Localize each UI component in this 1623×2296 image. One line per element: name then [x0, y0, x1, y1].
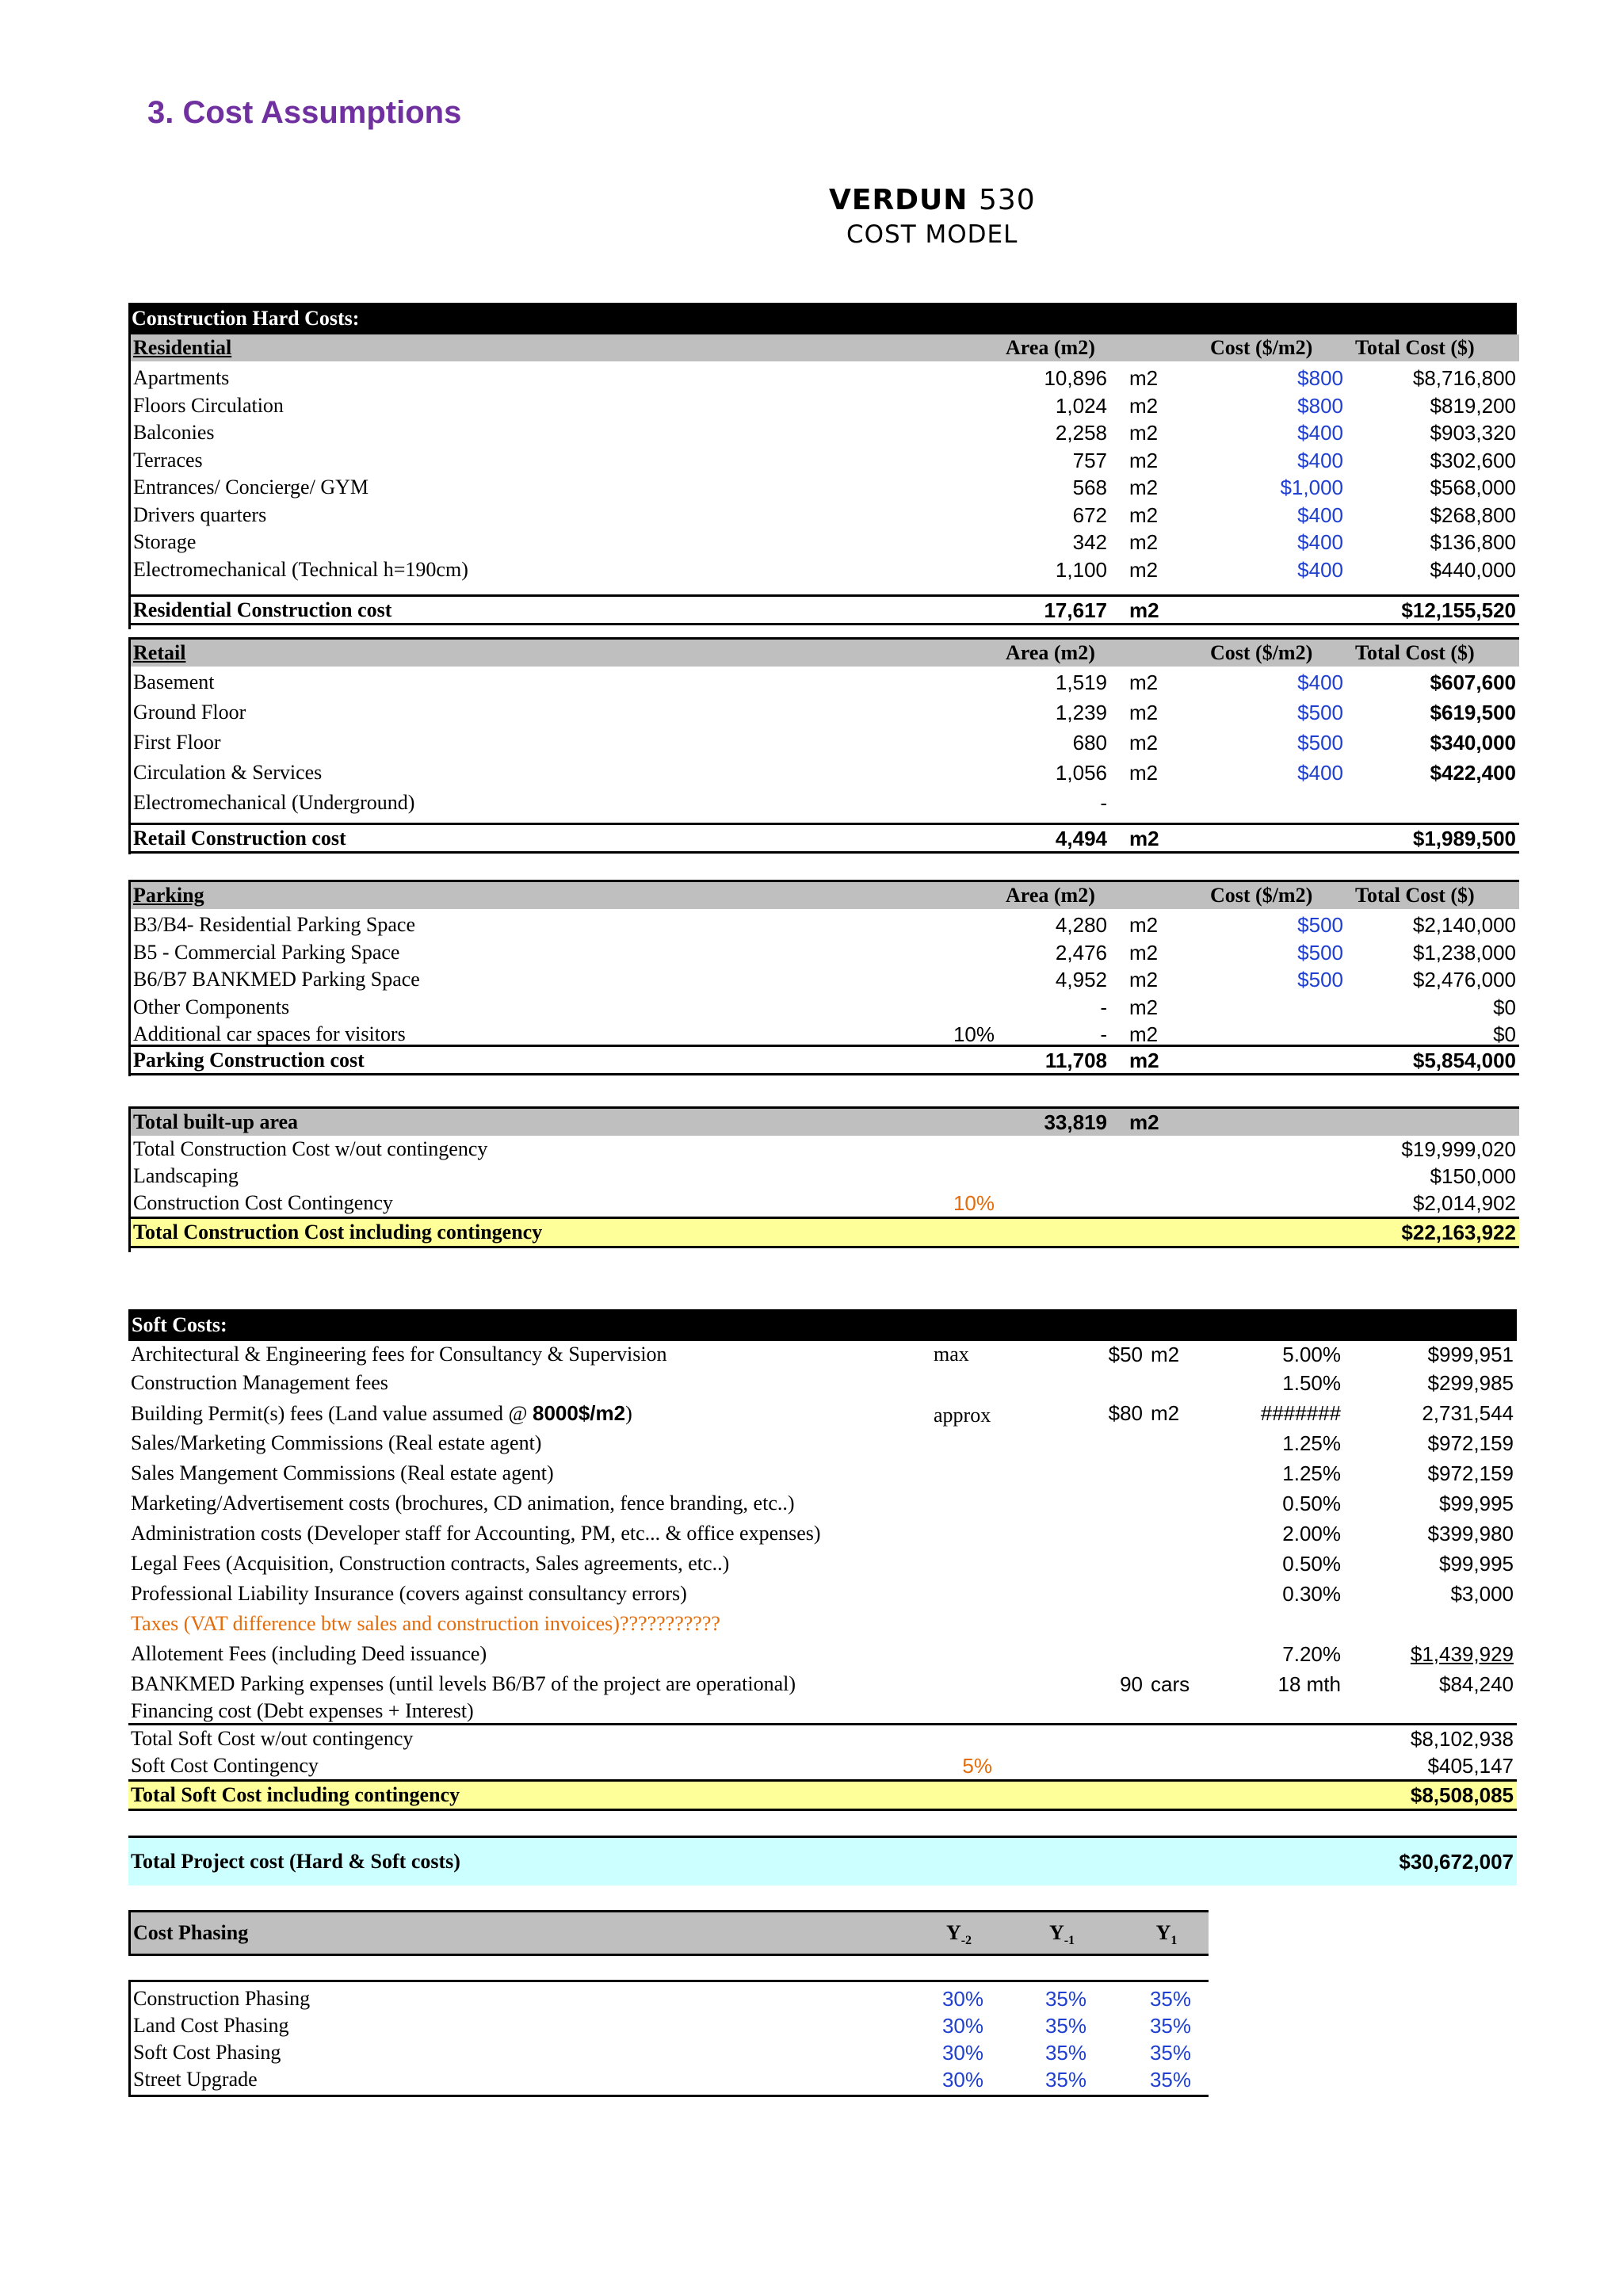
parking-cost: $500: [1297, 968, 1343, 991]
residential-area: 757: [1072, 448, 1107, 472]
soft-cost-label: Professional Liability Insurance (covers against consultancy errors): [131, 1582, 687, 1605]
residential-total-row: Residential Construction cost 17,617 m2 $12,155,520: [131, 594, 1519, 624]
soft-cost-pct: 1.25%: [1282, 1461, 1341, 1485]
residential-label: Storage: [133, 530, 197, 553]
retail-header-row: Retail Area (m2) Cost ($/m2) Total Cost ($): [131, 640, 1519, 667]
soft-cost-label: Administration costs (Developer staff for Accounting, PM, etc... & office expenses): [131, 1522, 821, 1545]
soft-cost-label: Legal Fees (Acquisition, Construction contracts, Sales agreements, etc..): [131, 1552, 730, 1575]
soft-cost-row: [128, 1610, 1517, 1637]
phasing-value: 35%: [1149, 1987, 1191, 2011]
phasing-label: Construction Phasing: [133, 1987, 311, 2010]
retail-unit: m2: [1129, 670, 1159, 694]
retail-table: [128, 637, 1519, 854]
soft-cost-pct: 1.50%: [1282, 1371, 1341, 1395]
retail-row: [131, 759, 1519, 786]
parking-pct: [923, 939, 995, 966]
retail-row: [131, 729, 1519, 756]
residential-unit: m2: [1129, 448, 1159, 472]
phasing-value: 30%: [941, 2014, 983, 2038]
soft-cost-value: [1317, 1698, 1514, 1725]
residential-unit: m2: [1129, 502, 1159, 527]
residential-area: 1,100: [1055, 557, 1107, 582]
residential-total: $302,600: [1430, 448, 1516, 472]
residential-cost: $400: [1297, 421, 1343, 445]
model-number: 530: [978, 184, 1036, 216]
soft-cost-unit: m2: [1151, 1401, 1180, 1425]
soft-cost-row: [128, 1460, 1517, 1487]
parking-label: B6/B7 BANKMED Parking Space: [133, 968, 420, 991]
phasing-year-header: $Y_1$: [1155, 1921, 1178, 1948]
residential-row: [131, 502, 1519, 529]
phasing-value: 35%: [1044, 2041, 1086, 2065]
soft-cost-value: $972,159: [1427, 1461, 1514, 1485]
soft-total-row: Total Soft Cost including contingency $8,508,085: [128, 1779, 1517, 1811]
residential-area: 672: [1072, 502, 1107, 527]
residential-area: 1,024: [1055, 393, 1107, 418]
retail-cost: $400: [1297, 761, 1343, 785]
residential-area: 342: [1072, 530, 1107, 554]
soft-cost-rate: $50: [1108, 1343, 1143, 1366]
soft-cost-note: approx: [934, 1404, 991, 1427]
soft-cost-rate: [1064, 1520, 1143, 1547]
residential-label: Floors Circulation: [133, 393, 284, 417]
construction-total-row: Total Construction Cost including contingency $22,163,922: [131, 1217, 1519, 1248]
phasing-table: [128, 1980, 1209, 2097]
residential-total: $268,800: [1430, 502, 1516, 527]
phasing-value: 30%: [941, 1987, 983, 2011]
soft-cost-label: Allotement Fees (including Deed issuance): [131, 1642, 487, 1665]
parking-area: -: [1100, 995, 1107, 1019]
parking-cost: $500: [1297, 913, 1343, 937]
parking-row: [131, 1021, 1519, 1048]
residential-area: 2,258: [1055, 421, 1107, 445]
residential-row: [131, 529, 1519, 556]
soft-cost-unit: cars: [1151, 1672, 1190, 1696]
soft-cost-label: Financing cost (Debt expenses + Interest): [131, 1699, 474, 1722]
parking-total: $2,476,000: [1412, 968, 1516, 991]
soft-cost-label: Taxes (VAT difference btw sales and construction invoices)???????????: [131, 1612, 720, 1635]
retail-total: [1319, 789, 1516, 816]
parking-label: Additional car spaces for visitors: [133, 1022, 406, 1045]
parking-total: $2,140,000: [1412, 913, 1516, 937]
soft-cost-unit: m2: [1151, 1343, 1180, 1366]
retail-label: Circulation & Services: [133, 761, 323, 784]
col-total: Total Cost ($): [1355, 336, 1475, 359]
retail-total: $619,500: [1430, 701, 1516, 724]
residential-cost: $400: [1297, 530, 1343, 554]
residential-cost: $400: [1297, 557, 1343, 582]
residential-table: [128, 334, 1519, 629]
model-name: VERDUN: [829, 184, 968, 216]
soft-cost-label: Sales Mangement Commissions (Real estate agent): [131, 1461, 554, 1484]
residential-total: $136,800: [1430, 530, 1516, 554]
soft-cost-value: [1317, 1610, 1514, 1637]
model-subtitle: COST MODEL: [846, 220, 1018, 249]
residential-cost: $400: [1297, 502, 1343, 527]
residential-total: $903,320: [1430, 421, 1516, 445]
parking-unit: m2: [1129, 913, 1159, 937]
soft-cost-rate: [1064, 1698, 1143, 1725]
retail-title: Retail: [133, 641, 186, 664]
parking-unit: m2: [1129, 968, 1159, 991]
parking-label: Other Components: [133, 995, 290, 1018]
soft-cost-row: [128, 1370, 1517, 1396]
parking-row: [131, 911, 1519, 938]
model-title: [829, 184, 1036, 216]
residential-unit: m2: [1129, 530, 1159, 554]
section-heading: 3. Cost Assumptions: [147, 95, 462, 130]
hard-costs-header: Construction Hard Costs:: [128, 303, 1517, 334]
soft-cost-rate: [1064, 1490, 1143, 1517]
phasing-value: 30%: [941, 2068, 983, 2092]
phasing-value: 35%: [1044, 2068, 1086, 2092]
soft-cost-row: [128, 1698, 1517, 1725]
soft-cost-rate: [1064, 1580, 1143, 1607]
parking-total: $0: [1493, 1022, 1516, 1046]
soft-cost-rate: [1064, 1550, 1143, 1577]
soft-cost-row: [128, 1520, 1517, 1547]
retail-cost: $500: [1297, 731, 1343, 755]
phasing-value: 35%: [1149, 2041, 1191, 2065]
retail-total-row: Retail Construction cost 4,494 m2 $1,989,500: [131, 823, 1519, 852]
residential-total: $440,000: [1430, 557, 1516, 582]
soft-cost-rate: [1064, 1610, 1143, 1637]
residential-total: $8,716,800: [1412, 366, 1516, 390]
retail-unit: m2: [1129, 731, 1159, 755]
parking-pct: [923, 966, 995, 993]
parking-label: B3/B4- Residential Parking Space: [133, 913, 416, 936]
soft-cost-value: $1,439,929: [1410, 1642, 1514, 1666]
phasing-label: Land Cost Phasing: [133, 2014, 289, 2037]
parking-area: 4,952: [1055, 968, 1107, 991]
residential-label: Balconies: [133, 421, 215, 444]
builtup-row: Total built-up area 33,819 m2: [131, 1106, 1519, 1136]
soft-cost-label: BANKMED Parking expenses (until levels B6/B7 of the project are operational): [131, 1672, 796, 1695]
phasing-value: 35%: [1149, 2068, 1191, 2092]
parking-total: $0: [1493, 995, 1516, 1019]
construction-contingency-row: Construction Cost Contingency 10% $2,014,902: [133, 1191, 1516, 1215]
soft-cost-label: Sales/Marketing Commissions (Real estate agent): [131, 1431, 542, 1454]
soft-cost-label: Marketing/Advertisement costs (brochures, CD animation, fence branding, etc..): [131, 1492, 795, 1515]
phasing-header-row: Cost Phasing $Y_{-2}$ $Y_{-1}$ $Y_1$: [128, 1910, 1209, 1956]
retail-label: Ground Floor: [133, 701, 246, 724]
residential-row: [131, 447, 1519, 474]
residential-title: Residential: [133, 336, 232, 359]
soft-cost-pct: 2.00%: [1282, 1522, 1341, 1545]
soft-cost-row: [128, 1641, 1517, 1668]
soft-cost-pct: 18 mth: [1277, 1672, 1341, 1696]
residential-unit: m2: [1129, 393, 1159, 418]
landscaping-row: Landscaping $150,000: [133, 1164, 1516, 1188]
soft-cost-row: [128, 1550, 1517, 1577]
parking-header-row: Parking Area (m2) Cost ($/m2) Total Cost ($): [131, 882, 1519, 909]
parking-total: $1,238,000: [1412, 940, 1516, 965]
residential-area: 10,896: [1044, 366, 1107, 390]
phasing-value: 35%: [1044, 1987, 1086, 2011]
phasing-value: 35%: [1149, 2014, 1191, 2038]
residential-cost: $400: [1297, 448, 1343, 472]
retail-total: $607,600: [1430, 670, 1516, 694]
soft-cost-label: Construction Management fees: [131, 1371, 388, 1394]
phasing-label: Street Upgrade: [133, 2068, 258, 2091]
parking-area: 2,476: [1055, 940, 1107, 965]
parking-unit: m2: [1129, 940, 1159, 965]
soft-cost-pct: #######: [1260, 1401, 1341, 1425]
parking-pct: 10%: [953, 1022, 995, 1046]
residential-label: Terraces: [133, 448, 203, 472]
retail-unit: m2: [1129, 761, 1159, 785]
phasing-year-header: $Y_{-2}$: [945, 1921, 972, 1948]
soft-cost-value: 2,731,544: [1422, 1401, 1514, 1425]
retail-area: 680: [1072, 731, 1107, 755]
retail-area: -: [1100, 791, 1107, 815]
phasing-label: Soft Cost Phasing: [133, 2041, 281, 2064]
residential-cost: $800: [1297, 393, 1343, 418]
hard-summary: [128, 1106, 1519, 1252]
phasing-row: [131, 2066, 1209, 2093]
parking-table: [128, 880, 1519, 1076]
soft-cost-label: Building Permit(s) fees (Land value assumed @ 8000$/m2): [131, 1401, 632, 1425]
soft-cost-value: $84,240: [1439, 1672, 1514, 1696]
parking-row: [131, 939, 1519, 966]
retail-total: $422,400: [1430, 761, 1516, 785]
residential-area: 568: [1072, 476, 1107, 499]
phasing-year-header: $Y_{-1}$: [1048, 1921, 1075, 1948]
residential-unit: m2: [1129, 366, 1159, 390]
soft-cost-row: [128, 1490, 1517, 1517]
residential-total: $819,200: [1430, 393, 1516, 418]
retail-label: Basement: [133, 670, 215, 693]
soft-cost-pct: 5.00%: [1282, 1343, 1341, 1366]
residential-unit: m2: [1129, 421, 1159, 445]
parking-pct: [923, 911, 995, 938]
soft-wo-contingency-row: Total Soft Cost w/out contingency $8,102,938: [128, 1723, 1517, 1752]
parking-row: [131, 994, 1519, 1021]
phasing-row: [131, 2039, 1209, 2066]
phasing-value: 35%: [1044, 2014, 1086, 2038]
soft-cost-value: $972,159: [1427, 1431, 1514, 1455]
col-area: Area (m2): [1006, 336, 1095, 359]
parking-area: -: [1100, 1022, 1107, 1046]
soft-cost-value: $99,995: [1439, 1552, 1514, 1576]
project-total-row: Total Project cost (Hard & Soft costs) $30,672,007: [128, 1836, 1517, 1885]
soft-cost-rate: [1064, 1641, 1143, 1668]
col-cost: Cost ($/m2): [1210, 336, 1313, 359]
retail-total: $340,000: [1430, 731, 1516, 755]
parking-total-row: Parking Construction cost 11,708 m2 $5,854,000: [131, 1045, 1519, 1074]
retail-area: 1,056: [1055, 761, 1107, 785]
residential-cost: $1,000: [1280, 476, 1343, 499]
soft-cost-pct: 7.20%: [1282, 1642, 1341, 1666]
retail-label: First Floor: [133, 731, 221, 754]
parking-area: 4,280: [1055, 913, 1107, 937]
soft-cost-row: [128, 1580, 1517, 1607]
retail-area: 1,239: [1055, 701, 1107, 724]
construction-wo-contingency-row: Total Construction Cost w/out contingency $19,999,020: [133, 1137, 1516, 1161]
residential-row: [131, 419, 1519, 446]
residential-header-row: [131, 334, 1519, 361]
soft-cost-note: max: [934, 1343, 969, 1366]
residential-row: [131, 556, 1519, 583]
soft-cost-rate: [1064, 1430, 1143, 1457]
parking-unit: m2: [1129, 995, 1159, 1019]
parking-unit: m2: [1129, 1022, 1159, 1046]
residential-label: Entrances/ Concierge/ GYM: [133, 476, 369, 499]
residential-row: [131, 474, 1519, 501]
residential-label: Electromechanical (Technical h=190cm): [133, 557, 468, 581]
soft-cost-pct: 0.50%: [1282, 1552, 1341, 1576]
soft-cost-row: [128, 1400, 1517, 1427]
soft-cost-value: $99,995: [1439, 1492, 1514, 1515]
residential-row: [131, 365, 1519, 392]
residential-unit: m2: [1129, 557, 1159, 582]
retail-row: [131, 699, 1519, 726]
phasing-row: [131, 1985, 1209, 2012]
soft-cost-pct: 1.25%: [1282, 1431, 1341, 1455]
parking-pct: [923, 994, 995, 1021]
soft-cost-rate: 90: [1120, 1672, 1143, 1696]
soft-costs-header: Soft Costs:: [128, 1309, 1517, 1341]
soft-cost-row: [128, 1430, 1517, 1457]
retail-label: Electromechanical (Underground): [133, 791, 415, 814]
soft-cost-value: $299,985: [1427, 1371, 1514, 1395]
retail-unit: m2: [1129, 701, 1159, 724]
soft-cost-value: $399,980: [1427, 1522, 1514, 1545]
soft-cost-row: [128, 1671, 1517, 1698]
retail-row: [131, 789, 1519, 816]
retail-cost: $400: [1297, 670, 1343, 694]
parking-title: Parking: [133, 884, 204, 907]
parking-row: [131, 966, 1519, 993]
soft-cost-pct: 0.30%: [1282, 1582, 1341, 1606]
retail-row: [131, 669, 1519, 696]
soft-cost-pct: 0.50%: [1282, 1492, 1341, 1515]
soft-cost-rate: [1064, 1460, 1143, 1487]
soft-cost-rate: $80: [1108, 1401, 1143, 1425]
phasing-value: 30%: [941, 2041, 983, 2065]
parking-cost: $500: [1297, 940, 1343, 965]
soft-cost-label: Architectural & Engineering fees for Consultancy & Supervision: [131, 1343, 667, 1366]
soft-cost-row: [128, 1341, 1517, 1368]
phasing-row: [131, 2012, 1209, 2039]
soft-cost-rate: [1064, 1370, 1143, 1396]
soft-contingency-row: Soft Cost Contingency 5% $405,147: [131, 1754, 1514, 1778]
residential-label: Drivers quarters: [133, 502, 267, 526]
soft-cost-value: $999,951: [1427, 1343, 1514, 1366]
parking-label: B5 - Commercial Parking Space: [133, 940, 400, 964]
retail-cost: $500: [1297, 701, 1343, 724]
residential-row: [131, 392, 1519, 419]
residential-label: Apartments: [133, 366, 230, 389]
residential-total: $568,000: [1430, 476, 1516, 499]
residential-unit: m2: [1129, 476, 1159, 499]
soft-cost-value: $3,000: [1450, 1582, 1514, 1606]
retail-area: 1,519: [1055, 670, 1107, 694]
residential-cost: $800: [1297, 366, 1343, 390]
